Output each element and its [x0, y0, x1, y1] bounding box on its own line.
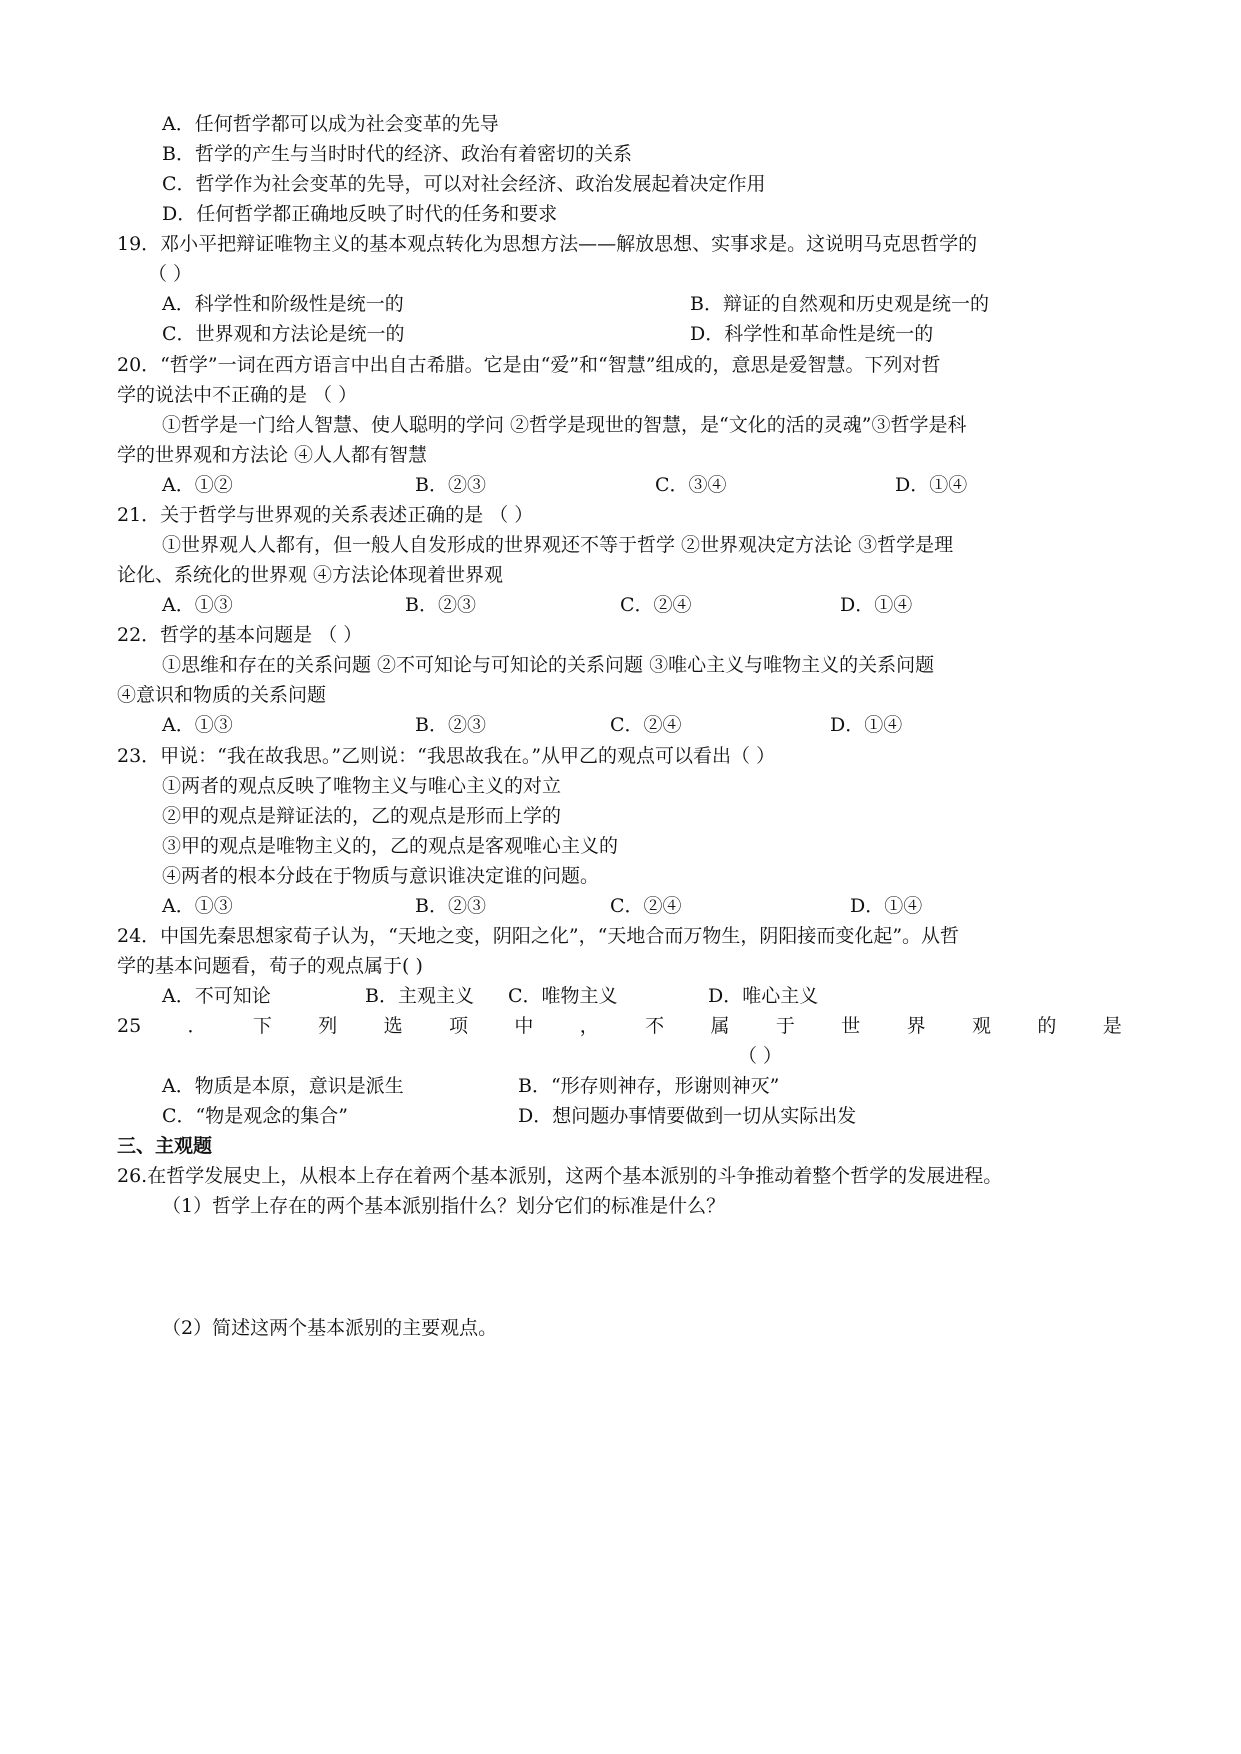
q19-option-d: D．科学性和革命性是统一的: [690, 323, 934, 345]
q24-option-a: A．不可知论: [162, 985, 271, 1007]
q22-option-a: A．①③: [162, 714, 233, 736]
q23-item-3: ③甲的观点是唯物主义的，乙的观点是客观唯心主义的: [162, 835, 619, 857]
q26-stem: 26.在哲学发展史上，从根本上存在着两个基本派别，这两个基本派别的斗争推动着整个哲学的发展进程。: [117, 1165, 1003, 1187]
q22-option-c: C．②④: [610, 714, 682, 736]
q25-stem-char: 25: [117, 1015, 142, 1037]
q19-stem-line1: 19．邓小平把辩证唯物主义的基本观点转化为思想方法——解放思想、实事求是。这说明马克思哲学的: [117, 233, 978, 255]
q25-stem-char: 中: [514, 1015, 534, 1037]
q25-option-b: B．“形存则神存，形谢则神灭”: [518, 1075, 780, 1097]
q25-stem-char: 于: [775, 1015, 795, 1037]
q26-subquestion-2: （2）简述这两个基本派别的主要观点。: [162, 1317, 498, 1339]
q20-items-line1: ①哲学是一门给人智慧、使人聪明的学问 ②哲学是现世的智慧，是“文化的活的灵魂”③哲学是科: [162, 414, 967, 436]
q25-stem-char: 列: [318, 1015, 338, 1037]
q18-option-d: D．任何哲学都正确地反映了时代的任务和要求: [162, 203, 558, 225]
q25-stem-char: 界: [906, 1015, 926, 1037]
q25-stem-char: 项: [449, 1015, 469, 1037]
q23-item-1: ①两者的观点反映了唯物主义与唯心主义的对立: [162, 775, 562, 797]
q21-option-d: D．①④: [840, 594, 913, 616]
q25-option-c: C．“物是观念的集合”: [162, 1105, 348, 1127]
q19-option-a: A．科学性和阶级性是统一的: [162, 293, 404, 315]
q25-option-a: A．物质是本原，意识是派生: [162, 1075, 404, 1097]
q22-items-line2: ④意识和物质的关系问题: [117, 684, 327, 706]
q21-option-b: B．②③: [405, 594, 476, 616]
q18-option-c: C．哲学作为社会变革的先导，可以对社会经济、政治发展起着决定作用: [162, 173, 766, 195]
q20-option-c: C．③④: [655, 474, 727, 496]
q22-stem: 22．哲学的基本问题是 （ ）: [117, 624, 363, 646]
q25-stem-char: 世: [841, 1015, 861, 1037]
section-heading: 三、主观题: [117, 1135, 213, 1157]
q25-stem-char: 属: [710, 1015, 730, 1037]
q24-option-c: C．唯物主义: [508, 985, 618, 1007]
q18-option-a: A．任何哲学都可以成为社会变革的先导: [162, 113, 499, 135]
q25-option-d: D．想问题办事情要做到一切从实际出发: [518, 1105, 857, 1127]
q18-option-b: B．哲学的产生与当时时代的经济、政治有着密切的关系: [162, 143, 632, 165]
q20-option-b: B．②③: [415, 474, 486, 496]
q19-option-b: B．辩证的自然观和历史观是统一的: [690, 293, 989, 315]
q22-option-b: B．②③: [415, 714, 486, 736]
q23-item-4: ④两者的根本分歧在于物质与意识谁决定谁的问题。: [162, 865, 600, 887]
q22-items-line1: ①思维和存在的关系问题 ②不可知论与可知论的关系问题 ③唯心主义与唯物主义的关系问题: [162, 654, 935, 676]
q23-option-c: C．②④: [610, 895, 682, 917]
q25-stem-char: 不: [645, 1015, 665, 1037]
q19-option-c: C．世界观和方法论是统一的: [162, 323, 405, 345]
q24-stem-line2: 学的基本问题看，荀子的观点属于( ): [117, 955, 423, 977]
q23-option-d: D．①④: [850, 895, 923, 917]
q25-stem-char: 下: [252, 1015, 272, 1037]
q21-items-line1: ①世界观人人都有，但一般人自发形成的世界观还不等于哲学 ②世界观决定方法论 ③哲学是理: [162, 534, 954, 556]
q21-stem: 21．关于哲学与世界观的关系表述正确的是 （ ）: [117, 504, 534, 526]
q25-stem-char: ．: [187, 1015, 207, 1037]
q20-stem-line1: 20．“哲学”一词在西方语言中出自古希腊。它是由“爱”和“智慧”组成的，意思是爱智慧。下列对哲: [117, 354, 941, 376]
q25-stem-line1: [117, 1011, 1122, 1041]
q23-option-b: B．②③: [415, 895, 486, 917]
q21-option-a: A．①③: [162, 594, 233, 616]
q26-subquestion-1: （1）哲学上存在的两个基本派别指什么？划分它们的标准是什么？: [162, 1195, 726, 1217]
q22-option-d: D．①④: [830, 714, 903, 736]
q24-option-d: D．唯心主义: [708, 985, 819, 1007]
q23-item-2: ②甲的观点是辩证法的，乙的观点是形而上学的: [162, 805, 562, 827]
q24-stem-line1: 24．中国先秦思想家荀子认为，“天地之变，阴阳之化”，“天地合而万物生，阴阳接而变化起”。从哲: [117, 925, 960, 947]
q25-stem-char: ，: [579, 1015, 599, 1037]
q25-stem-char: 是: [1102, 1015, 1122, 1037]
q20-option-d: D．①④: [895, 474, 968, 496]
q20-stem-line2: 学的说法中不正确的是 （ ）: [117, 384, 358, 406]
q23-option-a: A．①③: [162, 895, 233, 917]
q24-option-b: B．主观主义: [365, 985, 474, 1007]
q20-option-a: A．①②: [162, 474, 233, 496]
q25-stem-char: 观: [972, 1015, 992, 1037]
q21-items-line2: 论化、系统化的世界观 ④方法论体现着世界观: [117, 564, 504, 586]
q19-answer-blank: （ ）: [148, 263, 193, 285]
q21-option-c: C．②④: [620, 594, 692, 616]
q20-items-line2: 学的世界观和方法论 ④人人都有智慧: [117, 444, 428, 466]
q25-stem-char: 的: [1037, 1015, 1057, 1037]
q25-stem-char: 选: [383, 1015, 403, 1037]
q23-stem: 23．甲说：“我在故我思。”乙则说：“我思故我在。”从甲乙的观点可以看出（ ）: [117, 745, 776, 767]
q25-answer-blank: （ ）: [738, 1045, 783, 1067]
